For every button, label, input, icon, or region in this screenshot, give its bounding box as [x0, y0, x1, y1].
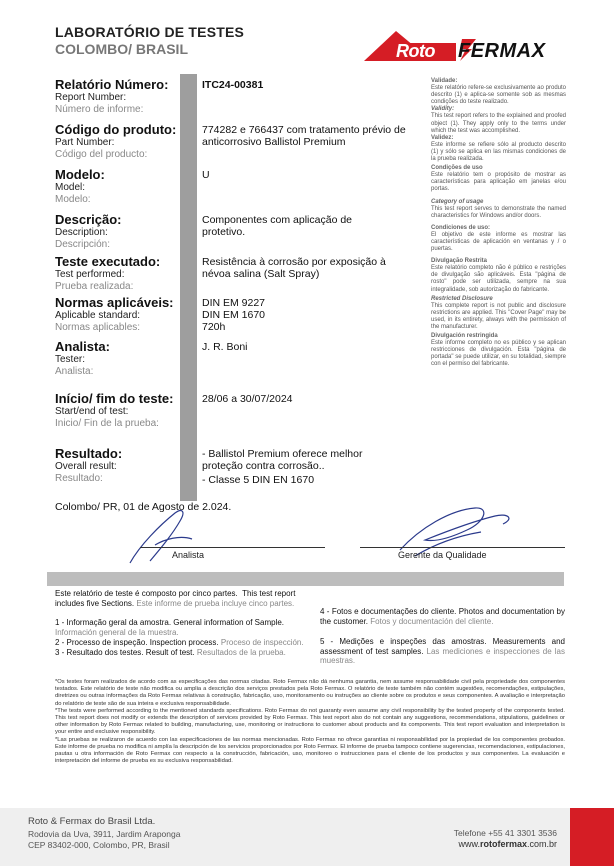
web-suffix: .com.br	[526, 839, 557, 849]
side-notes	[431, 78, 566, 369]
field-part-number	[55, 123, 176, 160]
label-pt: Modelo:	[55, 167, 105, 182]
intro-pt: Este relatório de teste é composto por cinco partes.	[55, 589, 238, 598]
value-result: - Ballistol Premium oferece melhor proteção contra corrosão..	[202, 448, 363, 472]
note-pt: *Os testes foram realizados de acordo com as especificações das normas citadas. Roto Fermax não dá nenhuma garantia, nem assume responsabilidade civil pela propriedade dos componentes testados. Este relatório de teste não modifica ou amplia a descrição dos serviços prestados pela Roto Fermax. O relatório de teste também não contém sugestões, recomendações, estipulações, diretrizes ou outras informações da Roto Fermax relativas à construção, fabricação, uso, monitoramento ou instruções ao cliente sobre os produtos e seus componentes. A avaliação e interpretação do relatório de teste são de sua inteira e exclusiva responsabilidade.	[55, 679, 565, 707]
note-text: Este relatório completo não é público e restrições de divulgação são aplicáveis. Esta "página de rosto" pode ser utilizada, sempre na sua integralidade, sob autorização do fabricante.	[431, 265, 566, 293]
note-heading: Condições de uso	[431, 165, 483, 172]
part-text-es: Información general de la muestra.	[55, 627, 179, 637]
note-heading: Validez:	[431, 134, 454, 141]
label-en: Model:	[55, 182, 86, 193]
value-test-dates: 28/06 a 30/07/2024	[202, 393, 293, 405]
part-text: 4 - Fotos e documentações do cliente. Photos and documentation by the customer.	[320, 607, 565, 626]
label-es: Prueba realizada:	[55, 280, 134, 292]
date-line: Colombo/ PR, 01 de Agosto de 2.024.	[55, 501, 232, 513]
part-text-es: Proceso de inspección.	[220, 638, 304, 647]
web-domain: rotofermax	[479, 839, 527, 849]
label-en: Aplicable standard:	[55, 310, 141, 321]
parts-intro	[55, 589, 325, 608]
value-part-number: 774282 e 766437 com tratamento prévio de anticorrosivo Ballistol Premium	[202, 124, 406, 148]
part-text: 2 - Processo de inspeção. Inspection process.	[55, 638, 219, 647]
standard-line: DIN EM 1670	[202, 309, 266, 321]
footer-address-line2: CEP 83402-000, Colombo, PR, Brasil	[28, 840, 170, 850]
label-pt: Analista:	[55, 339, 110, 354]
note-text: Este relatório tem o propósito de mostrar as características para aplicação em janelas e/ou portas.	[431, 172, 566, 193]
note-text: Este relatório refere-se exclusivamente ao produto descrito (1) e aplica-se somente sob as mesmas condições do teste realizado.	[431, 85, 566, 106]
label-es: Analista:	[55, 365, 94, 377]
analyst-signature	[120, 505, 210, 570]
part-5	[320, 637, 565, 666]
label-en: Overall result:	[55, 461, 117, 472]
label-en: Tester:	[55, 354, 86, 365]
value-model: U	[202, 169, 210, 181]
label-es: Normas aplicables:	[55, 321, 141, 333]
note-text: This test report serves to demonstrate the named characteristics for Windows and/or doors.	[431, 205, 566, 219]
label-en: Test performed:	[55, 269, 125, 280]
field-model	[55, 168, 105, 205]
part-text-es: Las mediciones e inspecciones de las muestras.	[320, 646, 565, 665]
logo-fermax-text: FERMAX	[458, 40, 546, 62]
note-heading: Category of usage	[431, 198, 484, 205]
part-4	[320, 607, 565, 626]
note-text: Este informe completo no es público y se aplican restricciones de divulgación. Esta "página de portada" se puede utilizar, en su totalidad, siempre con el permiso del fabricante.	[431, 340, 566, 368]
note-text: This complete report is not public and disclosure restrictions are applied. This "Cover Page" may be used, in its entirety, always with the permission of the manufacturer.	[431, 302, 566, 330]
field-test-dates	[55, 392, 173, 429]
part-text: 1 - Informação geral da amostra. General information of Sample.	[55, 618, 284, 627]
label-pt: Normas aplicáveis:	[55, 295, 174, 310]
note-text: This test report refers to the explained and proofed object (1). They apply only to the terms under which the test was accomplished.	[431, 113, 566, 134]
lab-location: COLOMBO/ BRASIL	[55, 41, 188, 57]
note-text: Este informe se refiere sólo al producto descrito (1) y sólo se aplica en las mismas condiciones de la prueba realizada.	[431, 141, 566, 163]
part-1	[55, 618, 315, 637]
section-strip	[47, 572, 564, 586]
value-standard	[202, 297, 407, 333]
part-text: 3 - Resultado dos testes. Result of test.	[55, 648, 195, 657]
field-result	[55, 447, 122, 484]
label-es: Resultado:	[55, 472, 103, 484]
value-description: Componentes com aplicação de protetivo.	[202, 214, 353, 238]
part-text-es: Resultados de la prueba.	[196, 648, 286, 657]
value-tester: J. R. Boni	[202, 341, 248, 353]
label-en: Part Number:	[55, 137, 115, 148]
footer-company: Roto & Fermax do Brasil Ltda.	[28, 816, 156, 827]
manager-signature-line	[360, 547, 565, 548]
note-heading: Condiciones de uso:	[431, 224, 491, 231]
label-pt: Início/ fim do teste:	[55, 391, 174, 406]
note-heading: Restricted Disclosure	[431, 295, 493, 302]
note-heading: Validity:	[431, 106, 455, 113]
label-pt: Resultado:	[55, 446, 123, 461]
part-3	[55, 648, 320, 658]
footer-phone: Telefone +55 41 3301 3536	[453, 828, 557, 838]
field-tester	[55, 340, 110, 377]
manager-label: Gerente da Qualidade	[398, 550, 487, 560]
intro-en: This test report includes five Sections.	[55, 589, 296, 608]
label-es: Código del producto:	[55, 148, 148, 160]
field-report-number	[55, 78, 168, 115]
note-heading: Divulgação Restrita	[431, 258, 488, 265]
label-es: Modelo:	[55, 193, 91, 205]
footer-address-line1: Rodovia da Uva, 3911, Jardim Araponga	[28, 829, 181, 839]
value-result-class: - Classe 5 DIN EN 1670	[202, 474, 315, 486]
note-en: *The tests were performed according to the mentioned standards specifications. Roto Fermax do not guaranty even assume any civil responsibility by the tested property of the components tested. This test report does not modify or extends the description of services provided by Roto Fermax. This test report also do not contain any suggestions, recommendations, stipulations, guidelines or other information by Roto Fermax related to building, manufacturing, use, monitoring or instructions to customer about products and its components. This test report evaluation and interpretation is your entire and exclusive responsibility.	[55, 707, 565, 736]
web-prefix: www.	[458, 839, 480, 849]
label-es: Inicio/ Fin de la prueba:	[55, 417, 159, 429]
note-es: *Las pruebas se realizaron de acuerdo con las especificaciones de las normas mencionadas. Roto Fermax no ofrece garantías ni responsabilidad por la propiedad de los componentes probados. Este informe de prueba no modifica ni amplía la descripción de los servicios proporcionados por Roto Fermax. El informe de prueba tampoco contiene sugerencias, recomendaciones, estipulaciones, pautas u otra información de Roto Fermax con respecto a la construcción, fabricación, uso, monitoreo o instrucciones para el cliente de los productos y sus componentes. La evaluación e interpretación del informe de prueba es su exclusiva responsabilidad.	[55, 736, 565, 765]
analyst-label: Analista	[172, 550, 205, 560]
label-pt: Teste executado:	[55, 254, 161, 269]
field-test-performed	[55, 255, 160, 292]
legal-notes	[55, 679, 565, 765]
label-pt: Código do produto:	[55, 122, 177, 137]
intro-es: Este informe de prueba incluye cinco partes.	[136, 598, 295, 608]
part-2	[55, 638, 320, 648]
note-heading: Divulgación restringida	[431, 333, 498, 340]
field-standard	[55, 296, 174, 333]
roto-fermax-logo	[362, 27, 564, 63]
part-text: 5 - Medições e inspeções das amostras. Measurements and assessment of test samples.	[320, 637, 565, 656]
lab-title: LABORATÓRIO DE TESTES	[55, 24, 245, 40]
value-test-performed: Resistência à corrosão por exposição à névoa salina (Salt Spray)	[202, 256, 386, 280]
label-es: Número de informe:	[55, 103, 144, 115]
analyst-signature-line	[140, 547, 325, 548]
field-description	[55, 213, 121, 250]
label-pt: Descrição:	[55, 212, 122, 227]
value-report-number: ITC24-00381	[202, 79, 264, 91]
label-es: Descripción:	[55, 238, 111, 250]
label-en: Start/end of test:	[55, 406, 129, 417]
part-text-es: Fotos y documentación del cliente.	[370, 616, 494, 626]
label-en: Description:	[55, 227, 108, 238]
footer-website[interactable]	[458, 839, 557, 849]
logo-roto-text: Roto	[396, 41, 435, 61]
standard-line: DIN EM 9227	[202, 297, 266, 309]
note-text: El objetivo de este informe es mostrar las características de aplicación en ventanas y / o puertas.	[431, 231, 566, 253]
footer-accent	[570, 808, 614, 866]
label-pt: Relatório Número:	[55, 77, 169, 92]
separator-bar	[180, 74, 197, 501]
note-heading: Validade:	[431, 78, 458, 84]
standard-line: 720h	[202, 321, 226, 333]
label-en: Report Number:	[55, 92, 127, 103]
